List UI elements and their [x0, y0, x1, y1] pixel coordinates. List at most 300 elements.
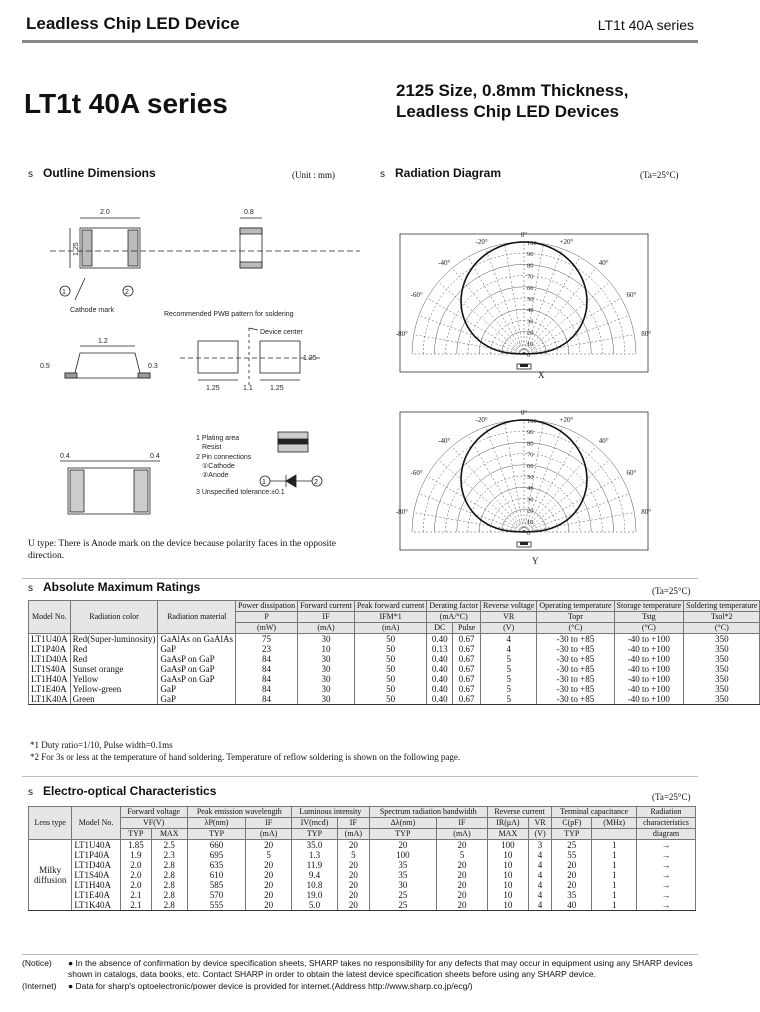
polar-spoke: [505, 244, 524, 354]
abs-max-cell: 350: [684, 654, 760, 664]
eo-condition: (Ta=25°C): [652, 792, 691, 802]
abs-max-cell: 30: [298, 674, 355, 684]
angle-label: -80°: [395, 330, 408, 339]
radiation-diagram-x: [395, 204, 652, 388]
abs-max-cell: 30: [298, 664, 355, 674]
eo-hdr-typ1: TYP: [120, 829, 151, 840]
eo-cell: 2.1: [120, 900, 151, 911]
section-electrode-right: [138, 373, 150, 378]
subtitle-line-1: 2125 Size, 0.8mm Thickness,: [396, 81, 629, 100]
notice-text: ● In the absence of confirmation by device specification sheets, SHARP takes no responsibility for any defects that may occur in equipment using any SHARP devices shown in catalogs, data books, etc. Contact SHARP in order to obtain the latest device specification sheets before using any SHARP device.: [68, 958, 693, 979]
angle-label: -40°: [438, 437, 451, 446]
chip-section-view: [65, 353, 150, 378]
eo-cell: 660: [187, 840, 246, 851]
abs-max-cell: 0.40: [427, 694, 453, 705]
hdr-ifm-symbol: IFM*1: [354, 612, 427, 623]
eo-cell: 1: [592, 880, 637, 890]
eo-hdr-dl: Δλ(nm): [369, 818, 436, 829]
hdr-ifm-unit: (mA): [354, 623, 427, 634]
eo-hdr-fv: Forward voltage: [120, 807, 187, 818]
abs-max-cell: -40 to +100: [614, 674, 684, 684]
scale-label: 90: [527, 429, 534, 437]
eo-cell: →: [637, 870, 696, 880]
eo-heading: s Electro-optical Characteristics: [28, 784, 217, 798]
radiation-condition: (Ta=25°C): [640, 170, 679, 180]
eo-hdr-reverse: Reverse current: [487, 807, 551, 818]
eo-cell: 55: [552, 850, 592, 860]
series-label: LT1t 40A series: [597, 17, 694, 33]
header-rule: [22, 40, 698, 43]
eo-hdr-peak: Peak emission wavelength: [187, 807, 291, 818]
eo-hdr-c: C(pF): [552, 818, 592, 829]
eo-cell: LT1K40A: [72, 900, 120, 911]
abs-max-cell: -30 to +85: [537, 654, 614, 664]
eo-cell: →: [637, 850, 696, 860]
polar-spoke: [524, 513, 634, 532]
notice-label: (Notice): [22, 958, 52, 968]
eo-cell: 570: [187, 890, 246, 900]
dim-0-4-right: 0.4: [150, 453, 160, 460]
subtitle-line-2: Leadless Chip LED Devices: [396, 102, 619, 121]
device-symbol-core: [520, 364, 528, 367]
eo-cell: 2.8: [151, 900, 187, 911]
polar-grid: [396, 231, 651, 372]
scale-label: 100: [527, 240, 537, 247]
abs-max-cell: LT1P40A: [29, 644, 71, 654]
scale-label: 60: [527, 462, 534, 470]
eo-cell: 10.8: [291, 880, 337, 890]
eo-cell: 20: [338, 890, 370, 900]
cathode-mark-leader: [75, 278, 85, 300]
scale-label: 20: [527, 507, 534, 515]
eo-cell: 2.8: [151, 890, 187, 900]
abs-max-cell: LT1E40A: [29, 684, 71, 694]
eo-row: [29, 860, 696, 870]
outline-drawing: [20, 178, 360, 538]
hdr-material: Radiation material: [158, 601, 236, 634]
abs-max-cell: 0.67: [453, 654, 481, 664]
hdr-dc: DC: [427, 623, 453, 634]
angle-label: -80°: [395, 508, 408, 517]
abs-max-cell: GaAsP on GaP: [158, 664, 236, 674]
abs-max-cell: 5: [481, 684, 537, 694]
angle-label: 40°: [598, 437, 609, 446]
angle-label: 0°: [520, 409, 528, 417]
eo-row: [29, 900, 696, 911]
eo-hdr-max2: MAX: [487, 829, 528, 840]
lens-type-line-1: Milky: [39, 865, 62, 875]
abs-max-cell: 75: [235, 634, 297, 645]
polar-spoke: [452, 446, 524, 532]
u-type-note: U type: There is Anode mark on the device because polarity faces in the opposite direction.: [28, 539, 336, 561]
abs-max-cell: -40 to +100: [614, 684, 684, 694]
note-resist: Resist: [202, 444, 222, 451]
note-tolerance: 3 Unspecified tolerance:±0.1: [196, 489, 285, 496]
abs-max-cell: Red: [70, 644, 158, 654]
scale-label: 40: [527, 307, 534, 315]
marker-1: 1: [62, 289, 66, 296]
abs-max-cell: 0.67: [453, 644, 481, 654]
pin-1-number: 1: [262, 479, 266, 486]
eo-cell: →: [637, 890, 696, 900]
eo-cell: 1.9: [120, 850, 151, 860]
hdr-operating: Operating temperature: [537, 601, 614, 612]
abs-max-cell: 50: [354, 644, 427, 654]
eo-cell: 4: [528, 850, 551, 860]
internet-text: ● Data for sharp's optoelectronic/power device is provided for internet.(Address http://www.sharp.co.jp/ecg/): [68, 981, 473, 991]
abs-max-cell: 5: [481, 694, 537, 705]
dim-0-3: 0.3: [148, 363, 158, 370]
eo-cell: LT1S40A: [72, 870, 120, 880]
abs-max-cell: 50: [354, 654, 427, 664]
polar-spoke: [505, 422, 524, 532]
eo-cell: 20: [338, 840, 370, 851]
eo-row: [29, 880, 696, 890]
eo-cell: 1: [592, 860, 637, 870]
abs-note-2: *2 For 3s or less at the temperature of hand soldering. Temperature of reflow soldering is shown on the following page.: [30, 752, 461, 762]
hdr-p-symbol: P: [235, 612, 297, 623]
eo-hdr-vf: VF(V): [120, 818, 187, 829]
dim-0-8: 0.8: [244, 209, 254, 216]
eo-cell: 100: [369, 850, 436, 860]
abs-max-cell: 50: [354, 694, 427, 705]
axis-y-label: Y: [532, 556, 539, 566]
abs-max-cell: 84: [235, 654, 297, 664]
hdr-tsol-unit: (°C): [684, 623, 760, 634]
chip-top-electrode-right: [128, 230, 138, 266]
dim-2-0: 2.0: [100, 209, 110, 216]
scale-label: 50: [527, 296, 534, 303]
device-center-leader: [249, 328, 258, 330]
abs-max-cell: GaP: [158, 684, 236, 694]
eo-hdr-spectrum: Spectrum radiation bandwidth: [369, 807, 487, 818]
dim-1-25-right: 1.25: [270, 385, 284, 392]
abs-max-cell: GaP: [158, 644, 236, 654]
eo-cell: 20: [369, 840, 436, 851]
eo-cell: →: [637, 880, 696, 890]
eo-cell: 635: [187, 860, 246, 870]
eo-hdr-radiation: Radiation: [637, 807, 696, 818]
eo-cell: 585: [187, 880, 246, 890]
abs-max-cell: 0.13: [427, 644, 453, 654]
eo-cell: 4: [528, 890, 551, 900]
abs-max-cell: 0.40: [427, 664, 453, 674]
section-electrode-left: [65, 373, 77, 378]
abs-max-cell: GaP: [158, 694, 236, 705]
abs-max-cell: -30 to +85: [537, 684, 614, 694]
eo-cell: LT1D40A: [72, 860, 120, 870]
eo-cell: 20: [552, 860, 592, 870]
hdr-derating-unit: (mA/°C): [427, 612, 481, 623]
hdr-power: Power dissipation: [235, 601, 297, 612]
eo-cell: 20: [552, 870, 592, 880]
abs-max-cell: 10: [298, 644, 355, 654]
abs-max-row: [29, 634, 760, 645]
abs-max-cell: Green: [70, 694, 158, 705]
eo-cell: 20: [437, 870, 488, 880]
scale-label: 60: [527, 284, 534, 292]
eo-cell: 695: [187, 850, 246, 860]
scale-label: 80: [527, 440, 534, 448]
abs-max-cell: GaAlAs on GaAlAs: [158, 634, 236, 645]
scale-label: 30: [527, 496, 534, 504]
abs-max-cell: 84: [235, 684, 297, 694]
page-subtitle: [396, 80, 628, 122]
note-anode: ②Anode: [202, 472, 229, 479]
eo-cell: 20: [437, 860, 488, 870]
eo-cell: 3: [528, 840, 551, 851]
abs-max-cell: Yellow: [70, 674, 158, 684]
eo-cell: 20: [338, 900, 370, 911]
eo-cell: 100: [487, 840, 528, 851]
scale-label: 10: [527, 340, 534, 348]
eo-cell: 20: [246, 880, 291, 890]
eo-hdr-vr: VR: [528, 818, 551, 829]
eo-cell: 35.0: [291, 840, 337, 851]
hdr-derating: Derating factor: [427, 601, 481, 612]
eo-hdr-if1-unit: (mA): [246, 829, 291, 840]
abs-max-cell: 0.67: [453, 674, 481, 684]
eo-cell: 20: [246, 840, 291, 851]
eo-row: [29, 870, 696, 880]
abs-max-row: [29, 674, 760, 684]
eo-hdr-typ5: TYP: [552, 829, 592, 840]
eo-cell: 19.0: [291, 890, 337, 900]
abs-max-cell: 0.40: [427, 654, 453, 664]
eo-hdr-if2: IF: [338, 818, 370, 829]
eo-cell: 20: [552, 880, 592, 890]
eo-cell: LT1H40A: [72, 880, 120, 890]
abs-max-cell: -30 to +85: [537, 694, 614, 705]
polar-spoke: [452, 268, 524, 354]
eo-cell: 1: [592, 890, 637, 900]
abs-max-cell: 0.40: [427, 634, 453, 645]
abs-max-cell: 0.67: [453, 684, 481, 694]
marker-2: 2: [125, 289, 129, 296]
scale-label: 70: [527, 451, 534, 459]
eo-hdr-if3-unit: (mA): [437, 829, 488, 840]
hdr-topr-symbol: Topr: [537, 612, 614, 623]
angle-label: +20°: [559, 416, 574, 425]
polar-spoke: [414, 513, 524, 532]
scale-label: 70: [527, 273, 534, 281]
scale-label: 80: [527, 262, 534, 270]
abs-max-cell: LT1K40A: [29, 694, 71, 705]
polar-spoke: [438, 282, 524, 354]
eo-cell: 10: [487, 850, 528, 860]
radiation-heading: s Radiation Diagram: [380, 166, 502, 180]
abs-max-cell: 84: [235, 664, 297, 674]
eo-cell: 2.8: [151, 870, 187, 880]
angle-label: 60°: [626, 469, 637, 477]
eo-row: [29, 850, 696, 860]
chip-top-electrode-left: [82, 230, 92, 266]
hdr-forward: Forward current: [298, 601, 355, 612]
eo-cell: 10: [487, 860, 528, 870]
eo-cell: 25: [369, 900, 436, 911]
device-symbol-core: [520, 542, 528, 545]
chip-side-electrode-top: [240, 228, 262, 234]
abs-max-row: [29, 664, 760, 674]
chip-bottom-electrode-left: [70, 470, 84, 512]
eo-cell: 1: [592, 900, 637, 911]
eo-cell: 20: [246, 890, 291, 900]
hdr-pulse: Pulse: [453, 623, 481, 634]
hdr-vr-symbol: VR: [481, 612, 537, 623]
eo-cell: 20: [437, 900, 488, 911]
device-center-label: Device center: [260, 329, 303, 336]
abs-max-cell: 350: [684, 674, 760, 684]
angle-label: -60°: [410, 469, 423, 477]
eo-cell: 1: [592, 850, 637, 860]
abs-max-cell: 350: [684, 664, 760, 674]
abs-max-heading: s Absolute Maximum Ratings: [28, 580, 201, 594]
eo-rows: [29, 840, 696, 911]
polar-spoke: [524, 268, 596, 354]
angle-label: 0°: [520, 231, 528, 239]
eo-cell: LT1E40A: [72, 890, 120, 900]
eo-cell: 30: [369, 880, 436, 890]
eo-hdr-typ3: TYP: [291, 829, 337, 840]
angle-label: 80°: [641, 508, 652, 517]
abs-max-cell: 0.40: [427, 684, 453, 694]
eo-cell: 1.85: [120, 840, 151, 851]
hdr-if-unit: (mA): [298, 623, 355, 634]
hdr-tsol-symbol: Tsol*2: [684, 612, 760, 623]
abs-max-cell: 30: [298, 684, 355, 694]
hdr-storage: Storage temperature: [614, 601, 684, 612]
note-pins: 2 Pin connections: [196, 454, 252, 461]
abs-max-cell: 50: [354, 664, 427, 674]
scale-label: 10: [527, 518, 534, 526]
polar-grid: [396, 409, 651, 550]
abs-max-cell: GaAsP on GaP: [158, 674, 236, 684]
eo-cell: 20: [338, 860, 370, 870]
abs-max-cell: Red(Super-luminosity): [70, 634, 158, 645]
abs-max-cell: Yellow-green: [70, 684, 158, 694]
abs-max-row: [29, 654, 760, 664]
eo-hdr-typ2: TYP: [187, 829, 246, 840]
radiation-diagram-y: [395, 396, 652, 566]
eo-row: [29, 890, 696, 900]
abs-max-cell: LT1U40A: [29, 634, 71, 645]
abs-max-cell: 5: [481, 674, 537, 684]
polar-spoke: [524, 446, 596, 532]
abs-max-cell: -30 to +85: [537, 674, 614, 684]
eo-cell: 40: [552, 900, 592, 911]
note-cathode: ①Cathode: [202, 463, 235, 470]
abs-max-cell: LT1H40A: [29, 674, 71, 684]
note-plating: 1 Plating area: [196, 435, 240, 442]
abs-max-condition: (Ta=25°C): [652, 586, 691, 596]
abs-max-cell: -40 to +100: [614, 634, 684, 645]
dim-1-25-left: 1.25: [206, 385, 220, 392]
diode-symbol: [286, 475, 296, 487]
eo-cell: 4: [528, 870, 551, 880]
eo-cell: 10: [487, 870, 528, 880]
abs-max-cell: 5: [481, 664, 537, 674]
eo-cell: 20: [437, 890, 488, 900]
cathode-mark-label: Cathode mark: [70, 307, 114, 314]
hdr-peak: Peak forward current: [354, 601, 427, 612]
abs-max-cell: 350: [684, 694, 760, 705]
eo-cell: →: [637, 860, 696, 870]
eo-cell: 610: [187, 870, 246, 880]
abs-max-cell: 84: [235, 674, 297, 684]
abs-max-cell: -40 to +100: [614, 694, 684, 705]
internet-label: (Internet): [22, 981, 57, 991]
abs-max-cell: -30 to +85: [537, 634, 614, 645]
abs-max-cell: 30: [298, 694, 355, 705]
eo-cell: 5: [246, 850, 291, 860]
eo-cell: 2.3: [151, 850, 187, 860]
resist-swatch: [278, 439, 308, 444]
eo-hdr-max1: MAX: [151, 829, 187, 840]
eo-cell: 2.8: [151, 880, 187, 890]
abs-max-row: [29, 694, 760, 705]
abs-max-cell: 5: [481, 654, 537, 664]
eo-cell: 2.5: [151, 840, 187, 851]
polar-spoke: [524, 335, 634, 354]
eo-cell: 20: [338, 870, 370, 880]
section-rule-1: [22, 578, 698, 579]
eo-cell: 35: [369, 860, 436, 870]
eo-cell: LT1U40A: [72, 840, 120, 851]
pwb-label: Recommended PWB pattern for soldering: [164, 311, 294, 318]
scale-label: 100: [527, 418, 537, 425]
dim-0-5: 0.5: [40, 363, 50, 370]
polar-spoke: [414, 335, 524, 354]
eo-hdr-if1: IF: [246, 818, 291, 829]
eo-cell: 2.0: [120, 860, 151, 870]
angle-label: +20°: [559, 238, 574, 247]
eo-cell: →: [637, 900, 696, 911]
abs-max-cell: 4: [481, 634, 537, 645]
scale-label: 30: [527, 318, 534, 326]
eo-cell: 20: [246, 860, 291, 870]
eo-cell: 2.0: [120, 880, 151, 890]
angle-label: 60°: [626, 291, 637, 299]
eo-hdr-typ4: TYP: [369, 829, 436, 840]
outline-heading: s Outline Dimensions: [28, 166, 156, 180]
section-rule-2: [22, 776, 698, 777]
eo-cell: →: [637, 840, 696, 851]
angle-label: -40°: [438, 259, 451, 268]
abs-max-cell: LT1S40A: [29, 664, 71, 674]
eo-cell: 35: [552, 890, 592, 900]
chip-side-electrode-bottom: [240, 262, 262, 268]
eo-cell: 20: [437, 840, 488, 851]
eo-cell: 10: [487, 890, 528, 900]
hdr-if-symbol: IF: [298, 612, 355, 623]
abs-max-cell: 4: [481, 644, 537, 654]
abs-max-cell: 50: [354, 684, 427, 694]
eo-cell: 5.0: [291, 900, 337, 911]
eo-hdr-radiation-3: diagram: [637, 829, 696, 840]
pwb-pad-left: [198, 341, 238, 373]
eo-hdr-lum: Luminous intensity: [291, 807, 369, 818]
eo-cell: 11.9: [291, 860, 337, 870]
scale-label: 90: [527, 251, 534, 259]
abs-max-table: [28, 600, 760, 705]
abs-max-cell: 350: [684, 644, 760, 654]
eo-hdr-if2-unit: (mA): [338, 829, 370, 840]
eo-cell: LT1P40A: [72, 850, 120, 860]
pwb-pad-right: [260, 341, 300, 373]
scale-label: 0: [527, 352, 531, 359]
eo-cell: 1: [592, 870, 637, 880]
page-title: LT1t 40A series: [24, 88, 228, 119]
